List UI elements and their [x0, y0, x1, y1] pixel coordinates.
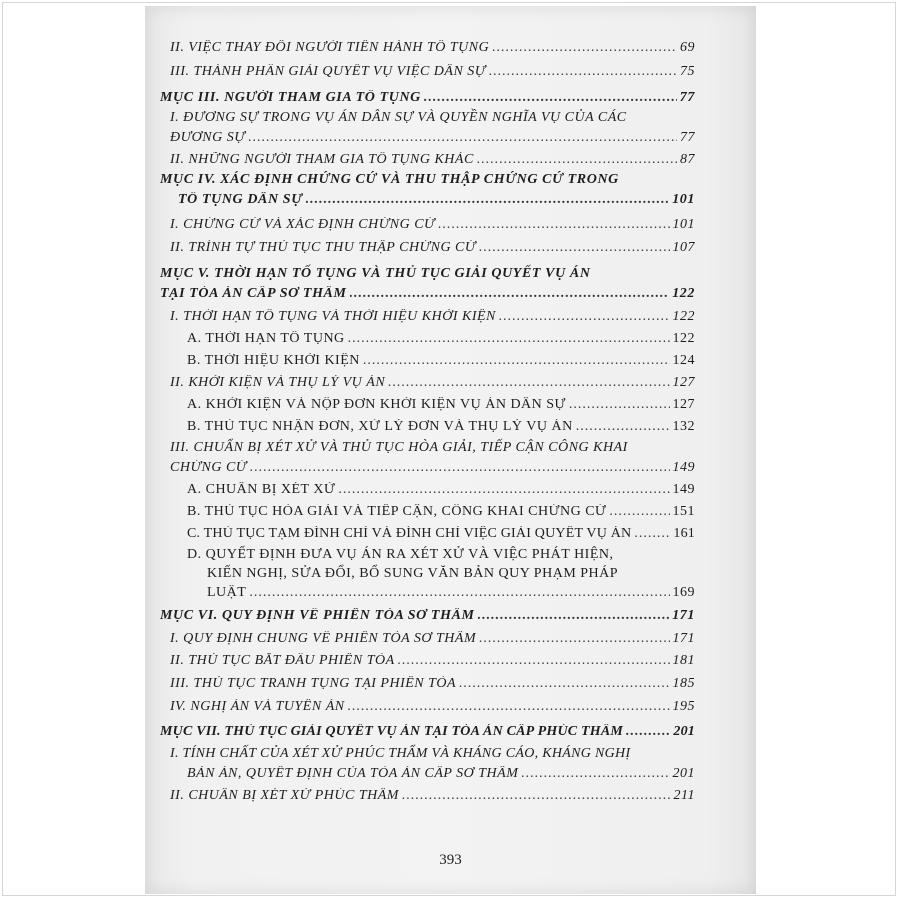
- toc-entry-page: 124: [672, 353, 695, 368]
- toc-entry-title: B. THỦ TỤC HÒA GIẢI VÀ TIẾP CẬN, CÔNG KHAI CHỨNG CỨ: [187, 504, 607, 519]
- toc-entry-title: II. VIỆC THAY ĐỔI NGƯỜI TIẾN HÀNH TỐ TỤNG: [170, 40, 490, 55]
- toc-entry: [187, 353, 695, 369]
- toc-entry-title: II. TRÌNH TỰ THỦ TỤC THU THẬP CHỨNG CỨ: [170, 240, 476, 255]
- toc-entry: [187, 504, 695, 520]
- toc-entry-title: D. QUYẾT ĐỊNH ĐƯA VỤ ÁN RA XÉT XỬ VÀ VIỆC PHÁT HIỆN,: [187, 547, 614, 562]
- toc-entry-page: 87: [680, 152, 695, 167]
- toc-section-title: MỤC V. THỜI HẠN TỐ TỤNG VÀ THỦ TỤC GIẢI QUYẾT VỤ ÁN: [160, 266, 591, 281]
- toc-entry-title: I. QUY ĐỊNH CHUNG VỀ PHIÊN TÒA SƠ THẨM: [170, 631, 477, 646]
- toc-section-title: MỤC IV. XÁC ĐỊNH CHỨNG CỨ VÀ THU THẬP CHỨNG CỨ TRONG: [160, 172, 619, 187]
- toc-entry-title: I. CHỨNG CỨ VÀ XÁC ĐỊNH CHỨNG CỨ: [170, 217, 436, 232]
- toc-entry: [170, 676, 695, 692]
- toc-entry-page: 181: [672, 653, 695, 668]
- toc-entry-title: C. THỦ TỤC TẠM ĐÌNH CHỈ VÀ ĐÌNH CHỈ VIỆC GIẢI QUYẾT VỤ ÁN: [187, 526, 632, 541]
- toc-entry: [170, 699, 695, 715]
- toc-entry-title: III. CHUẨN BỊ XÉT XỬ VÀ THỦ TỤC HÒA GIẢI, TIẾP CẬN CÔNG KHAI: [170, 440, 628, 455]
- table-of-contents: [145, 6, 756, 894]
- toc-entry-title-cont: CHỨNG CỨ: [170, 460, 247, 475]
- toc-entry-page: 169: [672, 585, 695, 600]
- toc-entry: [187, 766, 695, 782]
- toc-entry: [170, 130, 695, 146]
- toc-entry-page: 101: [672, 192, 695, 207]
- toc-entry: [170, 309, 695, 325]
- toc-section: [160, 724, 695, 740]
- toc-entry-page: 211: [673, 788, 695, 803]
- toc-section: [160, 286, 695, 302]
- toc-entry-title: I. ĐƯƠNG SỰ TRONG VỤ ÁN DÂN SỰ VÀ QUYỀN NGHĨA VỤ CỦA CÁC: [170, 110, 627, 125]
- toc-entry-page: 201: [672, 766, 695, 781]
- toc-entry-page: 149: [672, 482, 695, 497]
- toc-entry-page: 77: [680, 130, 695, 145]
- toc-entry-title-cont: KIẾN NGHỊ, SỬA ĐỔI, BỔ SUNG VĂN BẢN QUY PHẠM PHÁP: [207, 566, 619, 581]
- toc-entry-page: 107: [672, 240, 695, 255]
- toc-entry-title: IV. NGHỊ ÁN VÀ TUYÊN ÁN: [170, 699, 345, 714]
- toc-entry-title: I. TÍNH CHẤT CỦA XÉT XỬ PHÚC THẨM VÀ KHÁNG CÁO, KHÁNG NGHỊ: [170, 746, 631, 761]
- toc-entry-page: 171: [672, 631, 695, 646]
- toc-entry-title: A. KHỞI KIỆN VÀ NỘP ĐƠN KHỞI KIỆN VỤ ÁN DÂN SỰ: [187, 397, 566, 412]
- toc-entry-page: 127: [672, 375, 695, 390]
- toc-section-title: MỤC III. NGƯỜI THAM GIA TỐ TỤNG: [160, 90, 421, 105]
- toc-section-title-cont: TỐ TỤNG DÂN SỰ: [178, 192, 303, 207]
- toc-entry-page: 122: [672, 331, 695, 346]
- toc-entry-title-cont: ĐƯƠNG SỰ: [170, 130, 246, 145]
- toc-entry-page: 201: [673, 724, 695, 739]
- toc-entry-title: I. THỜI HẠN TỐ TỤNG VÀ THỜI HIỆU KHỞI KIỆN: [170, 309, 496, 324]
- toc-entry-title: A. CHUẨN BỊ XÉT XỬ: [187, 482, 336, 497]
- toc-entry: [207, 585, 695, 601]
- toc-entry: [187, 526, 695, 542]
- toc-section: [160, 90, 695, 106]
- toc-entry-title-cont: LUẬT: [207, 585, 247, 600]
- toc-entry-page: 149: [672, 460, 695, 475]
- book-page: [145, 6, 756, 894]
- toc-entry-page: 101: [672, 217, 695, 232]
- toc-entry-title: III. THÀNH PHẦN GIẢI QUYẾT VỤ VIỆC DÂN SỰ: [170, 64, 486, 79]
- toc-entry-title: II. CHUẨN BỊ XÉT XỬ PHÚC THẨM: [170, 788, 399, 803]
- toc-entry: [170, 788, 695, 804]
- toc-entry: [170, 217, 695, 233]
- toc-entry: [187, 397, 695, 413]
- toc-entry-page: 122: [672, 309, 695, 324]
- toc-entry: [170, 631, 695, 647]
- toc-entry-title: III. THỦ TỤC TRANH TỤNG TẠI PHIÊN TÒA: [170, 676, 457, 691]
- toc-entry-page: 69: [680, 40, 695, 55]
- toc-entry-title-cont: BẢN ÁN, QUYẾT ĐỊNH CỦA TÒA ÁN CẤP SƠ THẨM: [187, 766, 519, 781]
- toc-entry-title: B. THỦ TỤC NHẬN ĐƠN, XỬ LÝ ĐƠN VÀ THỤ LÝ VỤ ÁN: [187, 419, 573, 434]
- toc-entry-title: A. THỜI HẠN TỐ TỤNG: [187, 331, 345, 346]
- toc-section: [178, 192, 695, 208]
- toc-entry: [170, 240, 695, 256]
- toc-entry: [187, 331, 695, 347]
- toc-entry: [170, 653, 695, 669]
- toc-entry-page: 185: [672, 676, 695, 691]
- toc-entry: [170, 64, 695, 80]
- toc-entry-page: 151: [672, 504, 695, 519]
- toc-entry-title: II. KHỞI KIỆN VÀ THỤ LÝ VỤ ÁN: [170, 375, 386, 390]
- toc-entry: [187, 482, 695, 498]
- toc-section-title-cont: TẠI TÒA ÁN CẤP SƠ THẨM: [160, 286, 347, 301]
- toc-section-title: MỤC VII. THỦ TỤC GIẢI QUYẾT VỤ ÁN TẠI TÒA ÁN CẤP PHÚC THẨM: [160, 724, 624, 739]
- toc-entry-title: II. THỦ TỤC BẮT ĐẦU PHIÊN TÒA: [170, 653, 395, 668]
- toc-entry-title: B. THỜI HIỆU KHỞI KIỆN: [187, 353, 360, 368]
- toc-entry-page: 132: [672, 419, 695, 434]
- toc-section-title: MỤC VI. QUY ĐỊNH VỀ PHIÊN TÒA SƠ THẨM: [160, 608, 475, 623]
- toc-entry-page: 75: [680, 64, 695, 79]
- toc-entry-page: 127: [672, 397, 695, 412]
- toc-entry: [170, 152, 695, 168]
- page-number: 393: [439, 852, 462, 868]
- toc-entry-page: 77: [679, 90, 695, 105]
- toc-entry-page: 171: [672, 608, 695, 623]
- toc-entry-title: II. NHỮNG NGƯỜI THAM GIA TỐ TỤNG KHÁC: [170, 152, 474, 167]
- toc-entry-page: 122: [672, 286, 695, 301]
- toc-entry: [170, 40, 695, 56]
- toc-entry-page: 195: [672, 699, 695, 714]
- toc-entry: [170, 375, 695, 391]
- toc-entry: [187, 419, 695, 435]
- toc-entry: [170, 460, 695, 476]
- toc-section: [160, 608, 695, 624]
- toc-entry-page: 161: [673, 526, 695, 541]
